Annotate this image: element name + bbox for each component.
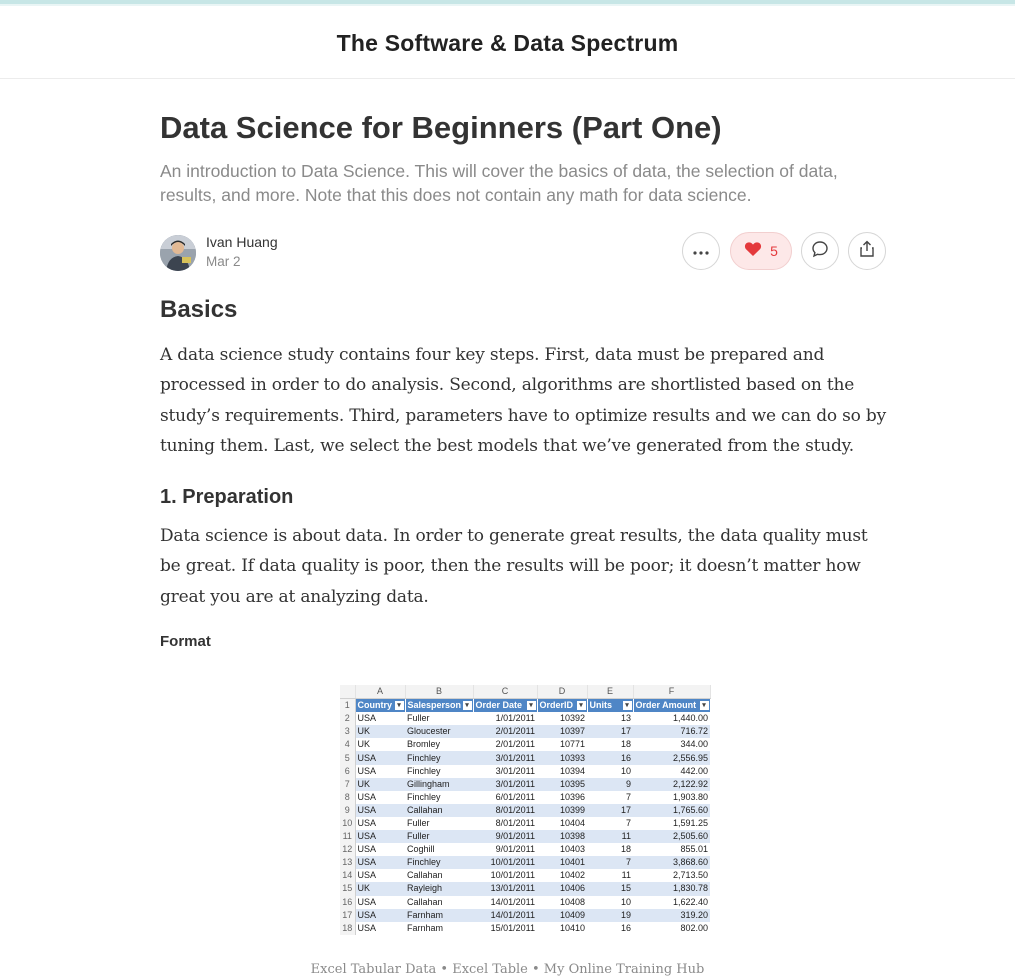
table-row: [340, 712, 710, 725]
row-number: 8: [340, 791, 355, 804]
table-cell: 10403: [537, 843, 587, 856]
table-cell: Finchley: [405, 751, 473, 764]
column-header: [355, 699, 405, 713]
column-letter: C: [473, 685, 537, 699]
table-cell: 2,505.60: [633, 830, 710, 843]
like-count: 5: [770, 243, 778, 259]
table-row: [340, 922, 710, 935]
share-icon: [858, 240, 876, 263]
table-cell: 855.01: [633, 843, 710, 856]
table-cell: 15/01/2011: [473, 922, 537, 935]
table-cell: 16: [587, 922, 633, 935]
column-header: [587, 699, 633, 713]
table-cell: 3,868.60: [633, 856, 710, 869]
table-cell: 8/01/2011: [473, 817, 537, 830]
section-heading-format: Format: [160, 633, 211, 650]
table-cell: 1/01/2011: [473, 712, 537, 725]
top-accent-bar: [0, 0, 1015, 4]
table-row: [340, 830, 710, 843]
table-cell: 9/01/2011: [473, 830, 537, 843]
table-cell: 1,903.80: [633, 791, 710, 804]
section-heading-preparation: 1. Preparation: [160, 486, 294, 508]
row-number: 4: [340, 738, 355, 751]
table-row: [340, 896, 710, 909]
column-header: [537, 699, 587, 713]
table-cell: Callahan: [405, 804, 473, 817]
table-cell: 10392: [537, 712, 587, 725]
table-cell: 319.20: [633, 909, 710, 922]
table-cell: 3/01/2011: [473, 751, 537, 764]
table-row: [340, 856, 710, 869]
corner-cell: [340, 685, 355, 699]
table-cell: 13/01/2011: [473, 882, 537, 895]
table-cell: 15: [587, 882, 633, 895]
table-row: [340, 765, 710, 778]
table-cell: 2,556.95: [633, 751, 710, 764]
table-cell: Farnham: [405, 909, 473, 922]
table-cell: 19: [587, 909, 633, 922]
table-cell: 1,440.00: [633, 712, 710, 725]
table-cell: 10: [587, 896, 633, 909]
table-cell: 10/01/2011: [473, 856, 537, 869]
publication-title[interactable]: The Software & Data Spectrum: [336, 30, 679, 56]
row-number: 7: [340, 778, 355, 791]
filter-dropdown-icon: ▾: [463, 701, 472, 710]
table-cell: 10: [587, 765, 633, 778]
table-cell: USA: [355, 843, 405, 856]
table-cell: UK: [355, 725, 405, 738]
table-row: [340, 778, 710, 791]
table-cell: Coghill: [405, 843, 473, 856]
table-cell: 10393: [537, 751, 587, 764]
table-cell: 10401: [537, 856, 587, 869]
table-cell: 2,122.92: [633, 778, 710, 791]
table-cell: USA: [355, 791, 405, 804]
row-number: 5: [340, 751, 355, 764]
table-cell: Rayleigh: [405, 882, 473, 895]
row-number: 3: [340, 725, 355, 738]
column-letter: B: [405, 685, 473, 699]
table-cell: 1,830.78: [633, 882, 710, 895]
column-header: [633, 699, 710, 713]
table-cell: Callahan: [405, 869, 473, 882]
table-cell: USA: [355, 856, 405, 869]
image-caption: Excel Tabular Data • Excel Table • My Online Training Hub: [310, 962, 705, 977]
table-cell: 344.00: [633, 738, 710, 751]
table-cell: 442.00: [633, 765, 710, 778]
column-header-label: Order Date: [475, 700, 523, 711]
table-cell: USA: [355, 922, 405, 935]
table-cell: 2,713.50: [633, 869, 710, 882]
table-row: [340, 804, 710, 817]
column-header-label: Salesperson: [407, 700, 462, 711]
table-cell: USA: [355, 765, 405, 778]
preparation-paragraph: Data science is about data. In order to generate great results, the data quality must be great. If data quality is poor, then the results will be poor; it doesn’t matter how great you are at analyzing data.: [160, 526, 868, 607]
row-number: 18: [340, 922, 355, 935]
table-cell: 9: [587, 778, 633, 791]
table-cell: Fuller: [405, 830, 473, 843]
table-cell: 10399: [537, 804, 587, 817]
table-header-row: [340, 699, 710, 713]
table-cell: 10406: [537, 882, 587, 895]
table-cell: 716.72: [633, 725, 710, 738]
row-number: 1: [340, 699, 355, 713]
table-cell: 1,591.25: [633, 817, 710, 830]
table-cell: UK: [355, 778, 405, 791]
table-cell: USA: [355, 909, 405, 922]
table-row: [340, 738, 710, 751]
table-cell: 2/01/2011: [473, 738, 537, 751]
table-cell: Callahan: [405, 896, 473, 909]
comment-icon: [811, 240, 829, 263]
table-row: [340, 843, 710, 856]
table-row: [340, 882, 710, 895]
table-cell: 10408: [537, 896, 587, 909]
table-cell: 10398: [537, 830, 587, 843]
table-cell: 10396: [537, 791, 587, 804]
table-cell: 1,622.40: [633, 896, 710, 909]
author-name[interactable]: Ivan Huang: [206, 234, 278, 250]
basics-paragraph: A data science study contains four key steps. First, data must be prepared and processed in order to do analysis. Second, algorithms are shortlisted based on the study’s requirements. Third, parameters have to optimize results and we can do so by tuning them. Last, we select the best models that we’ve generated from the study.: [160, 345, 887, 456]
table-cell: 10771: [537, 738, 587, 751]
article-title: Data Science for Beginners (Part One): [160, 110, 722, 145]
heart-icon: [744, 241, 762, 262]
row-number: 11: [340, 830, 355, 843]
section-heading-basics: Basics: [160, 296, 238, 323]
table-cell: 10397: [537, 725, 587, 738]
table-cell: 7: [587, 817, 633, 830]
table-cell: USA: [355, 869, 405, 882]
table-row: [340, 791, 710, 804]
table-cell: Finchley: [405, 856, 473, 869]
table-cell: 1,765.60: [633, 804, 710, 817]
like-button[interactable]: [730, 232, 792, 270]
table-cell: 17: [587, 804, 633, 817]
table-cell: 10402: [537, 869, 587, 882]
table-cell: 9/01/2011: [473, 843, 537, 856]
column-letter: F: [633, 685, 710, 699]
more-options-button[interactable]: [682, 232, 720, 270]
row-number: 17: [340, 909, 355, 922]
row-number: 14: [340, 869, 355, 882]
table-cell: USA: [355, 896, 405, 909]
table-cell: Gloucester: [405, 725, 473, 738]
column-letter: D: [537, 685, 587, 699]
table-cell: 10409: [537, 909, 587, 922]
column-header-label: OrderID: [539, 700, 574, 711]
table-cell: USA: [355, 830, 405, 843]
filter-dropdown-icon: ▾: [527, 701, 536, 710]
table-row: [340, 909, 710, 922]
more-horizontal-icon: [693, 242, 709, 260]
table-cell: 14/01/2011: [473, 909, 537, 922]
table-cell: 8/01/2011: [473, 804, 537, 817]
article-subtitle: An introduction to Data Science. This will cover the basics of data, the selection of data, results, and more. Note that this does not contain any math for data science.: [160, 161, 838, 205]
row-number: 10: [340, 817, 355, 830]
column-letter: A: [355, 685, 405, 699]
filter-dropdown-icon: ▾: [700, 701, 709, 710]
publication-header: [0, 6, 1015, 79]
row-number: 2: [340, 712, 355, 725]
table-cell: USA: [355, 751, 405, 764]
table-cell: 3/01/2011: [473, 765, 537, 778]
table-cell: Finchley: [405, 791, 473, 804]
table-cell: UK: [355, 738, 405, 751]
avatar[interactable]: [160, 235, 196, 271]
table-cell: 18: [587, 843, 633, 856]
row-number: 9: [340, 804, 355, 817]
row-number: 13: [340, 856, 355, 869]
table-cell: 14/01/2011: [473, 896, 537, 909]
table-cell: USA: [355, 817, 405, 830]
row-number: 6: [340, 765, 355, 778]
table-row: [340, 817, 710, 830]
column-header: [405, 699, 473, 713]
spreadsheet-image: [340, 685, 710, 935]
filter-dropdown-icon: ▾: [623, 701, 632, 710]
table-cell: 10404: [537, 817, 587, 830]
table-cell: 10410: [537, 922, 587, 935]
table-cell: 11: [587, 830, 633, 843]
table-cell: 16: [587, 751, 633, 764]
table-cell: 6/01/2011: [473, 791, 537, 804]
table-cell: 3/01/2011: [473, 778, 537, 791]
table-row: [340, 725, 710, 738]
table-cell: 7: [587, 791, 633, 804]
table-cell: UK: [355, 882, 405, 895]
row-number: 15: [340, 882, 355, 895]
table-cell: USA: [355, 712, 405, 725]
table-cell: Bromley: [405, 738, 473, 751]
table-cell: Fuller: [405, 817, 473, 830]
byline: [160, 232, 888, 272]
column-header-label: Country: [357, 700, 392, 711]
table-cell: Gillingham: [405, 778, 473, 791]
table-cell: 10/01/2011: [473, 869, 537, 882]
table-row: [340, 751, 710, 764]
publish-date: Mar 2: [206, 254, 241, 269]
column-header: [473, 699, 537, 713]
table-row: [340, 869, 710, 882]
table-cell: 10394: [537, 765, 587, 778]
table-cell: 2/01/2011: [473, 725, 537, 738]
table-cell: 18: [587, 738, 633, 751]
table-cell: 11: [587, 869, 633, 882]
table-cell: USA: [355, 804, 405, 817]
table-cell: 17: [587, 725, 633, 738]
share-button[interactable]: [848, 232, 886, 270]
table-cell: Fuller: [405, 712, 473, 725]
filter-dropdown-icon: ▾: [395, 701, 404, 710]
filter-dropdown-icon: ▾: [577, 701, 586, 710]
column-header-label: Units: [589, 700, 612, 711]
row-number: 12: [340, 843, 355, 856]
table-cell: 13: [587, 712, 633, 725]
table-cell: 10395: [537, 778, 587, 791]
table-cell: 802.00: [633, 922, 710, 935]
table-cell: 7: [587, 856, 633, 869]
row-number: 16: [340, 896, 355, 909]
table-cell: Farnham: [405, 922, 473, 935]
column-letter: E: [587, 685, 633, 699]
column-header-label: Order Amount: [635, 700, 697, 711]
table-cell: Finchley: [405, 765, 473, 778]
comment-button[interactable]: [801, 232, 839, 270]
